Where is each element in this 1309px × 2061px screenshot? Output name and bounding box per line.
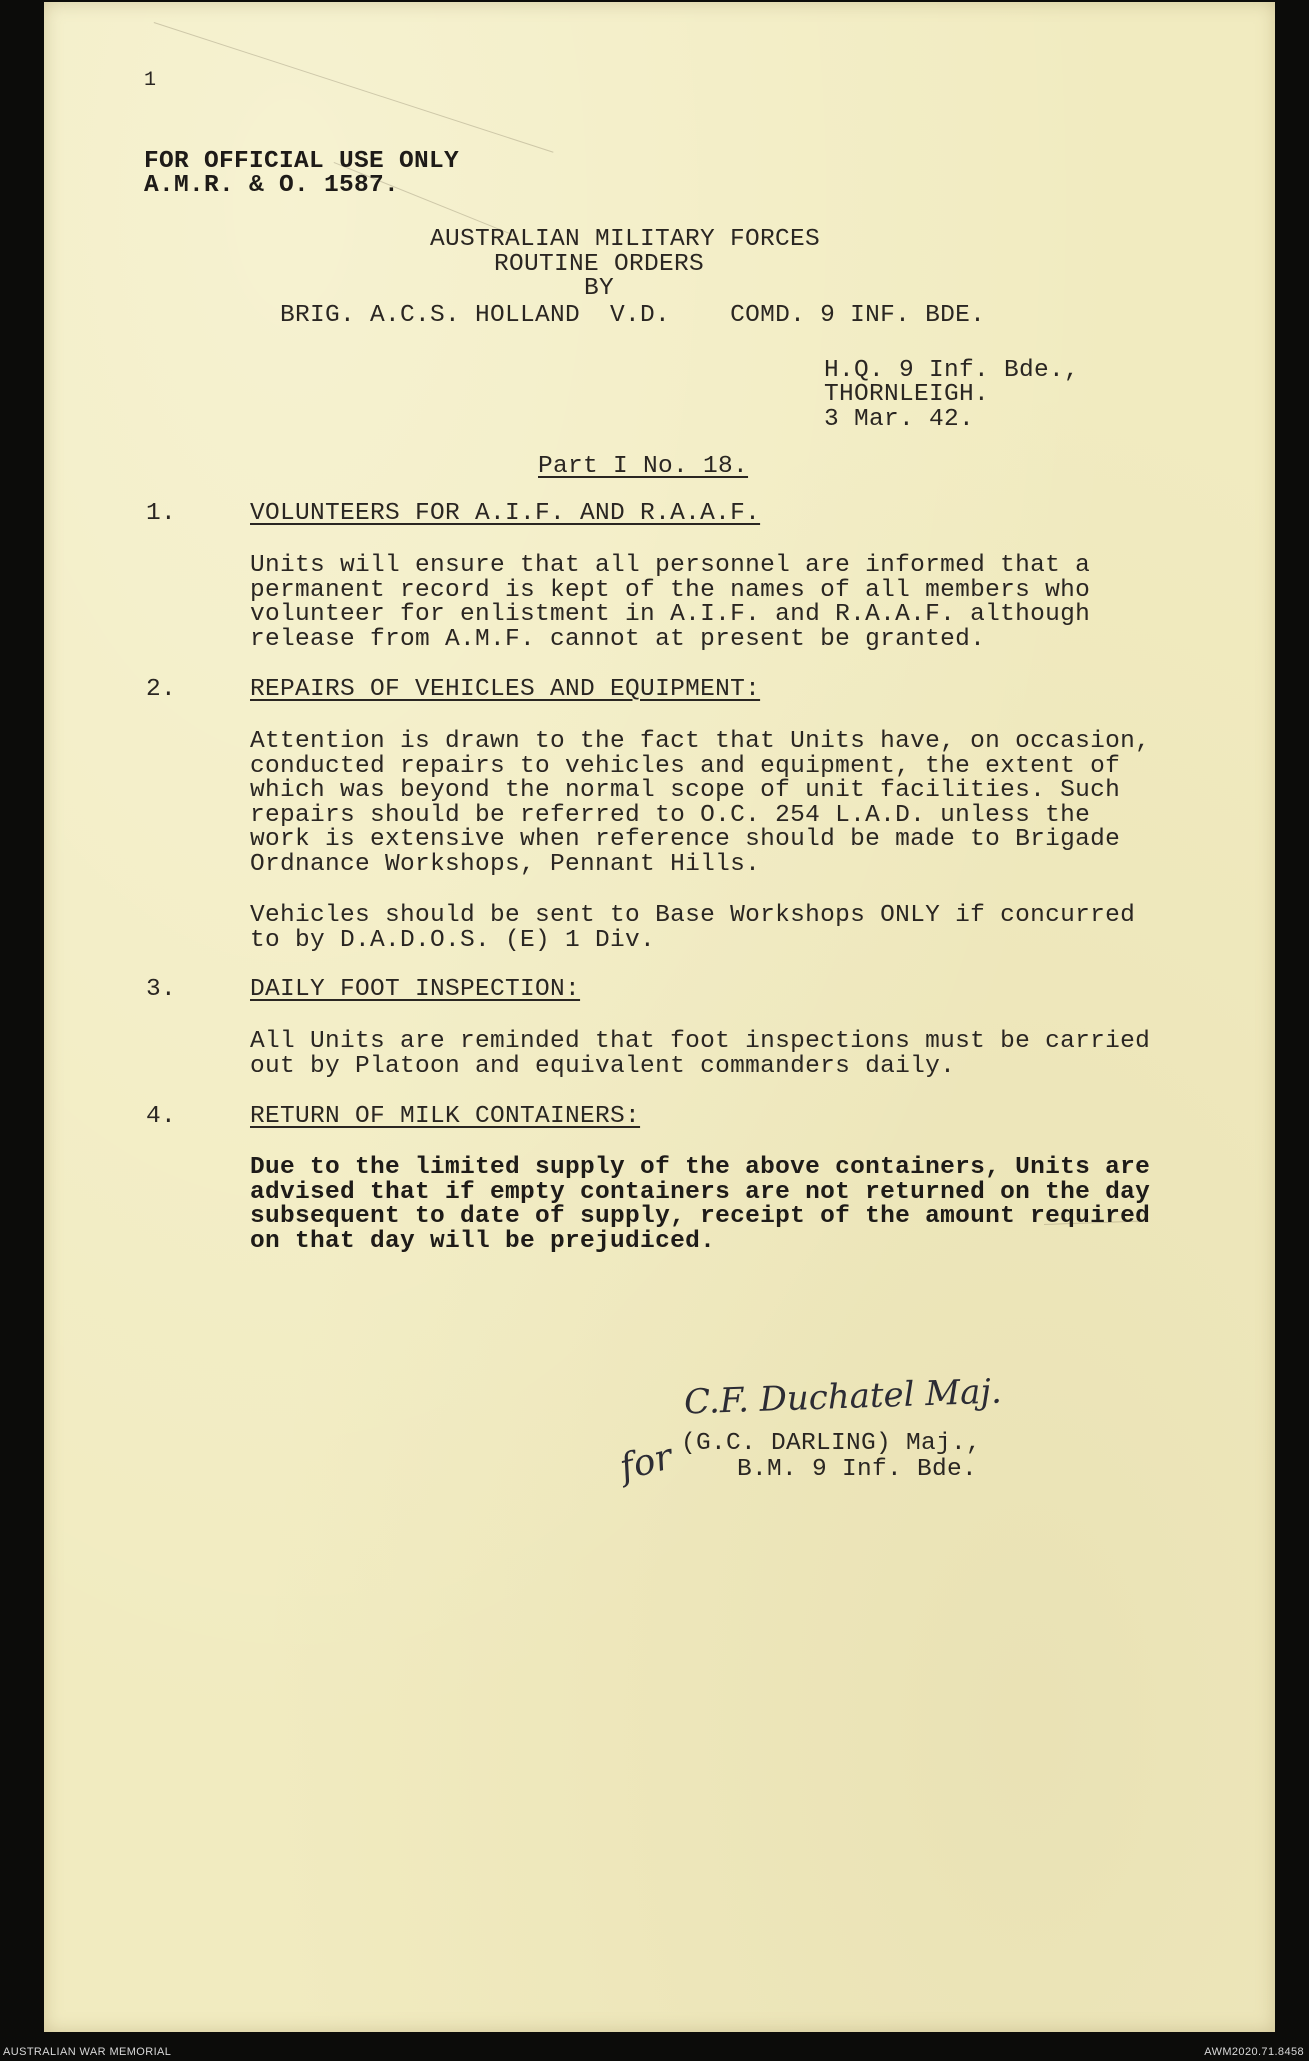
reference-line: A.M.R. & O. 1587. [144, 172, 400, 199]
paragraph-line: permanent record is kept of the names of all members who [250, 576, 1091, 604]
signatory-name: (G.C. DARLING) Maj., [681, 1430, 982, 1457]
paragraph-line: Due to the limited supply of the above containers, Units are [250, 1154, 1151, 1181]
paragraph-line: Vehicles should be sent to Base Workshops ONLY if concurred [250, 902, 1136, 929]
item-number: 1. [146, 500, 177, 527]
item-heading: DAILY FOOT INSPECTION: [250, 976, 581, 1003]
title-line-4: BRIG. A.C.S. HOLLAND V.D. COMD. 9 INF. BDE. [280, 302, 986, 329]
paragraph-line: release from A.M.F. cannot at present be granted. [250, 625, 986, 653]
paragraph-line: Ordnance Workshops, Pennant Hills. [250, 850, 761, 878]
handwritten-signature: C.F. Duchatel Maj. [683, 1371, 1003, 1423]
title-line-2: ROUTINE ORDERS [494, 251, 705, 278]
item-paragraph [250, 1156, 1150, 1254]
item-heading: VOLUNTEERS FOR A.I.F. AND R.A.A.F. [250, 500, 761, 527]
part-heading: Part I No. 18. [538, 453, 749, 480]
paragraph-line: All Units are reminded that foot inspections must be carried [250, 1028, 1151, 1055]
item-number: 2. [146, 676, 177, 703]
footer-credit: AUSTRALIAN WAR MEMORIAL [3, 2046, 172, 2058]
paragraph-line: repairs should be referred to O.C. 254 L.A.D. unless the [250, 801, 1091, 829]
paragraph-line: to by D.A.D.O.S. (E) 1 Div. [250, 926, 656, 954]
item-heading: RETURN OF MILK CONTAINERS: [250, 1103, 641, 1130]
paragraph-line: which was beyond the normal scope of unit facilities. Such [250, 777, 1121, 804]
paragraph-line: advised that if empty containers are not returned on the day [250, 1178, 1151, 1206]
page-mark: 1 [144, 69, 157, 92]
paragraph-line: volunteer for enlistment in A.I.F. and R.A.A.F. although [250, 601, 1091, 628]
paragraph-line: subsequent to date of supply, receipt of the amount required [250, 1203, 1151, 1230]
paragraph-line: conducted repairs to vehicles and equipment, the extent of [250, 752, 1121, 780]
item-heading: REPAIRS OF VEHICLES AND EQUIPMENT: [250, 676, 761, 703]
item-number: 3. [146, 976, 177, 1003]
paragraph-line: Units will ensure that all personnel are informed that a [250, 552, 1091, 579]
signatory-title: B.M. 9 Inf. Bde. [737, 1456, 978, 1483]
title-line-1: AUSTRALIAN MILITARY FORCES [430, 226, 821, 253]
item-paragraph [250, 1030, 1150, 1079]
footer-accession-number: AWM2020.71.8458 [1204, 2046, 1304, 2058]
document-page [44, 2, 1275, 2032]
title-line-3: BY [584, 275, 615, 302]
handwritten-for: for [615, 1436, 677, 1489]
paragraph-line: on that day will be prejudiced. [250, 1227, 716, 1255]
item-paragraph [250, 554, 1090, 652]
fold-crease [154, 22, 554, 153]
address-line-2: THORNLEIGH. [824, 381, 990, 408]
paragraph-line: Attention is drawn to the fact that Units have, on occasion, [250, 728, 1151, 755]
paragraph-line: work is extensive when reference should be made to Brigade [250, 826, 1121, 853]
item-paragraph [250, 730, 1150, 877]
address-line-3: 3 Mar. 42. [824, 406, 975, 433]
item-paragraph [250, 904, 1135, 953]
classification-line: FOR OFFICIAL USE ONLY [144, 148, 460, 175]
paragraph-line: out by Platoon and equivalent commanders daily. [250, 1052, 956, 1080]
address-line-1: H.Q. 9 Inf. Bde., [824, 357, 1080, 384]
item-number: 4. [146, 1103, 177, 1130]
